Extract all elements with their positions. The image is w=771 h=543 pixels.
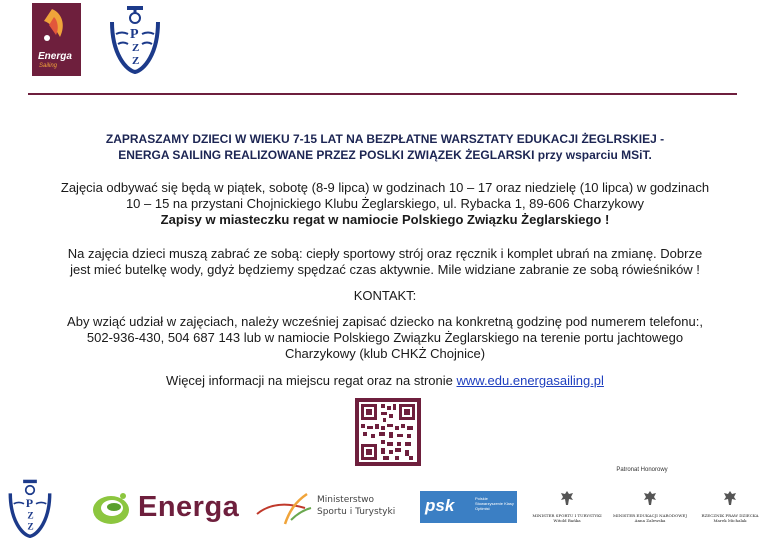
svg-text:Z: Z bbox=[132, 55, 140, 67]
sailing-sail-icon bbox=[32, 3, 81, 51]
contact-line-3: Charzykowy (klub CHKŻ Chojnice) bbox=[284, 346, 486, 361]
svg-text:Z: Z bbox=[132, 42, 140, 54]
gov-title: MINISTER SPORTU I TURYSTYKI bbox=[532, 513, 602, 518]
schedule-line-1: Zajęcia odbywać się będą w piątek, sobotę (8-9 lipca) w godzinach 10 – 17 oraz niedzielę (10 lipca) w godzinach bbox=[60, 180, 710, 195]
title-line-1: ZAPRASZAMY DZIECI W WIEKU 7-15 LAT NA BEZPŁATNE WARSZTATY EDUKACJI ŻEGLRSKIEJ - bbox=[105, 132, 665, 146]
bring-line-2: jest mieć butelkę wody, gdyż będziemy spędzać czas aktywnie. Mile widziane zabranie ze sobą rówieśników ! bbox=[70, 262, 700, 277]
energa-wordmark: Energa bbox=[138, 491, 240, 523]
more-info-line bbox=[30, 373, 740, 389]
ministry-swoosh-icon bbox=[255, 490, 313, 528]
contact-line-2: 502-936-430, 504 687 143 lub w namiocie Polskiego Związku Żeglarskiego na terenie portu jachtowego bbox=[86, 330, 684, 345]
psk-logo bbox=[420, 491, 517, 523]
ministry-line-2: Sportu i Turystyki bbox=[317, 507, 396, 517]
gov-logo-education bbox=[610, 490, 690, 523]
svg-text:P: P bbox=[130, 27, 139, 42]
bring-line-1: Na zajęcia dzieci muszą zabrać ze sobą: ciepły sportowy strój oraz ręcznik i komplet ubrań na zmianę. Dobrze bbox=[67, 246, 703, 261]
contact-line-1: Aby wziąć udział w zajęciach, należy wcześniej zapisać dziecko na konkretną godzinę pod numerem telefonu:, bbox=[67, 314, 703, 329]
energa-sailing-brand-text: Energa bbox=[38, 51, 72, 62]
header-divider bbox=[28, 93, 737, 95]
ministry-line-1: Ministerstwo bbox=[317, 495, 375, 505]
qr-code[interactable] bbox=[355, 398, 421, 466]
website-link[interactable]: www.edu.energasailing.pl bbox=[456, 373, 604, 388]
gov-logo-child-rights bbox=[690, 490, 770, 523]
svg-text:P: P bbox=[25, 496, 34, 511]
gov-name: Witold Bańka bbox=[553, 518, 581, 523]
gov-title: RZECZNIK PRAW DZIECKA bbox=[701, 513, 759, 518]
polish-eagle-icon bbox=[723, 490, 737, 506]
svg-text:Z: Z bbox=[27, 522, 34, 533]
signup-text: Zapisy w miasteczku regat w namiocie Polskiego Związku Żeglarskiego ! bbox=[160, 212, 610, 227]
polish-eagle-icon bbox=[643, 490, 657, 506]
gov-title: MINISTER EDUKACJI NARODOWEJ bbox=[613, 513, 687, 518]
polish-eagle-icon bbox=[560, 490, 574, 506]
psk-subtext: Polskie Stowarzyszenie Klasy Optimist bbox=[475, 496, 514, 511]
gov-name: Anna Zalewska bbox=[634, 518, 666, 523]
ministry-sport-logo bbox=[255, 490, 405, 530]
patronat-label: Patronat Honorowy bbox=[616, 467, 668, 473]
energa-sailing-sub-text: Sailing bbox=[39, 63, 58, 69]
title-line-2: ENERGA SAILING REALIZOWANE PRZEZ POSLKI ZWIĄZEK ŻEGLARSKI przy wsparciu MSiT. bbox=[118, 148, 652, 162]
psk-wordmark: psk bbox=[425, 496, 455, 515]
energa-sailing-logo bbox=[32, 3, 81, 76]
energa-swirl-icon bbox=[90, 488, 132, 528]
svg-text:Z: Z bbox=[27, 511, 34, 522]
pzz-anchor-logo bbox=[108, 4, 162, 74]
more-info-prefix: Więcej informacji na miejscu regat oraz na stronie bbox=[166, 373, 457, 388]
pzz-anchor-logo-footer bbox=[5, 478, 55, 538]
energa-logo bbox=[90, 488, 240, 530]
gov-name: Marek Michalak bbox=[713, 518, 747, 523]
contact-heading: KONTAKT: bbox=[353, 288, 417, 303]
schedule-line-2: 10 – 15 na przystani Chojnickiego Klubu Żeglarskiego, ul. Rybacka 1, 89-606 Charzykowy bbox=[125, 196, 645, 211]
gov-logo-sport bbox=[527, 490, 607, 523]
